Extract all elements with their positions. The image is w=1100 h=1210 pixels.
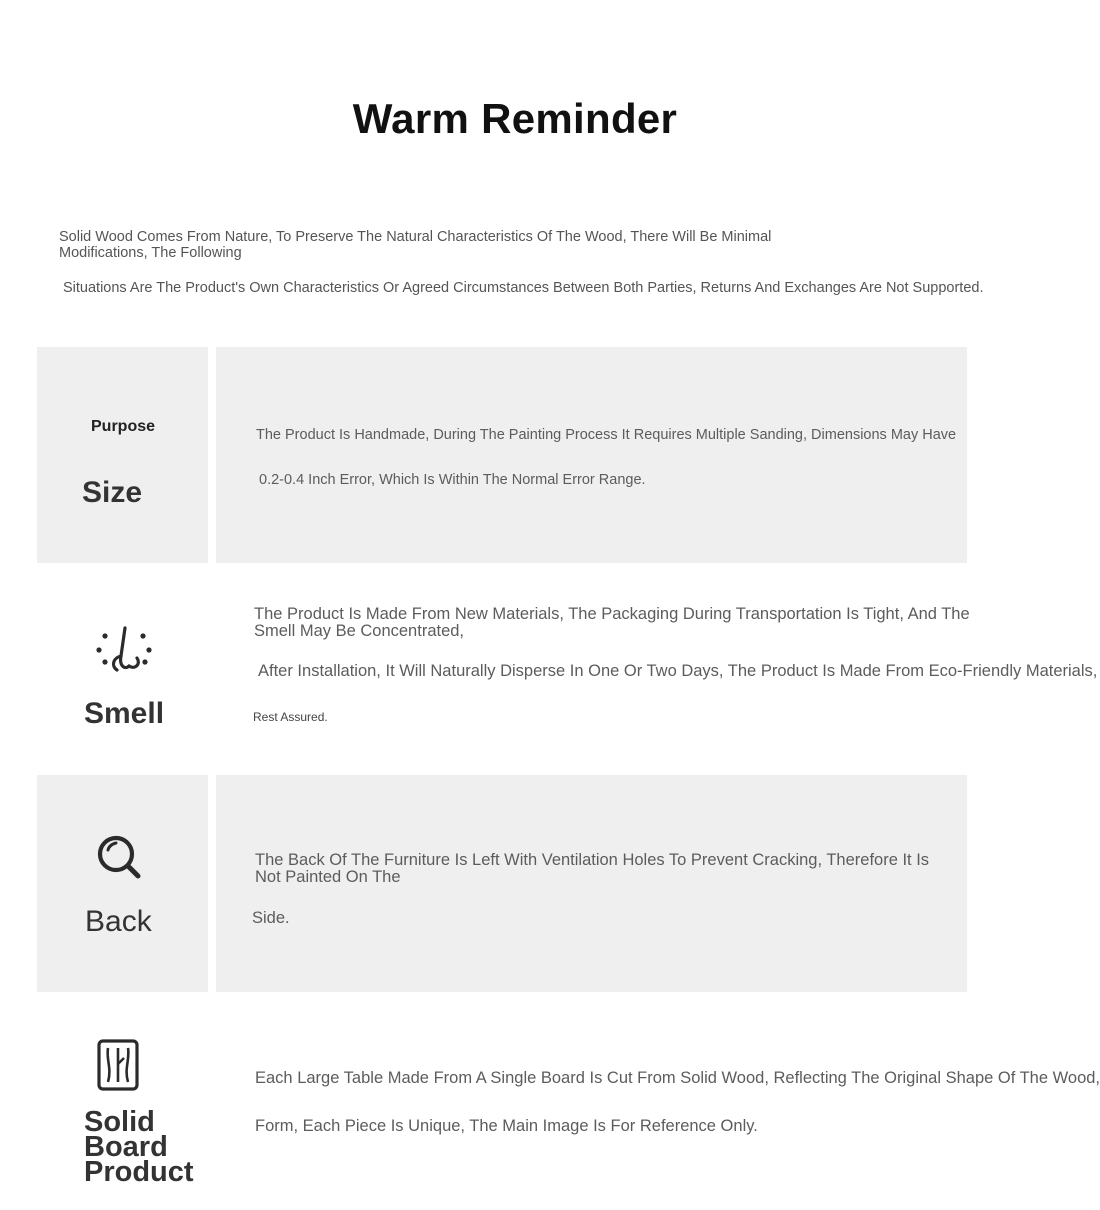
size-text-2: 0.2-0.4 Inch Error, Which Is Within The Normal Error Range. bbox=[259, 472, 646, 488]
smell-text-1: The Product Is Made From New Materials, The Packaging During Transportation Is Tight, And The Smell May Be Concentrated, bbox=[254, 605, 970, 640]
solid-text-2: Form, Each Piece Is Unique, The Main Image Is For Reference Only. bbox=[255, 1117, 758, 1135]
size-label-panel bbox=[37, 347, 208, 563]
intro-text-2: Situations Are The Product's Own Characteristics Or Agreed Circumstances Between Both Parties, Returns And Exchanges Are Not Supported. bbox=[63, 280, 984, 296]
solid-label-line-3: Product bbox=[84, 1156, 194, 1188]
size-text-1: The Product Is Handmade, During The Painting Process It Requires Multiple Sanding, Dimensions May Have bbox=[256, 427, 957, 443]
smell-text-2: After Installation, It Will Naturally Disperse In One Or Two Days, The Product Is Made From Eco-Friendly Materials, bbox=[258, 662, 1098, 680]
magnifier-icon bbox=[96, 834, 142, 880]
solid-label-line-2: Board bbox=[84, 1131, 168, 1163]
solid-label-line-1: Solid bbox=[84, 1106, 155, 1138]
smell-label: Smell bbox=[84, 697, 165, 730]
smell-text-3: Rest Assured. bbox=[253, 710, 328, 724]
wood-board-icon bbox=[96, 1038, 140, 1092]
size-label: Size bbox=[82, 476, 143, 509]
size-small-label: Purpose bbox=[91, 418, 156, 435]
page-title: Warm Reminder bbox=[352, 95, 678, 142]
intro-text-1: Solid Wood Comes From Nature, To Preserve The Natural Characteristics Of The Wood, There Will Be Minimal Modifications, The Following bbox=[59, 229, 772, 261]
nose-icon bbox=[95, 620, 155, 676]
back-text-2: Side. bbox=[252, 909, 290, 927]
size-text-panel bbox=[216, 347, 967, 563]
back-text-1: The Back Of The Furniture Is Left With Ventilation Holes To Prevent Cracking, Therefore It Is Not Painted On The bbox=[255, 851, 930, 886]
back-label: Back bbox=[85, 905, 152, 938]
solid-text-1: Each Large Table Made From A Single Board Is Cut From Solid Wood, Reflecting The Original Shape Of The Wood, bbox=[255, 1069, 1100, 1087]
back-label-panel bbox=[37, 775, 208, 992]
